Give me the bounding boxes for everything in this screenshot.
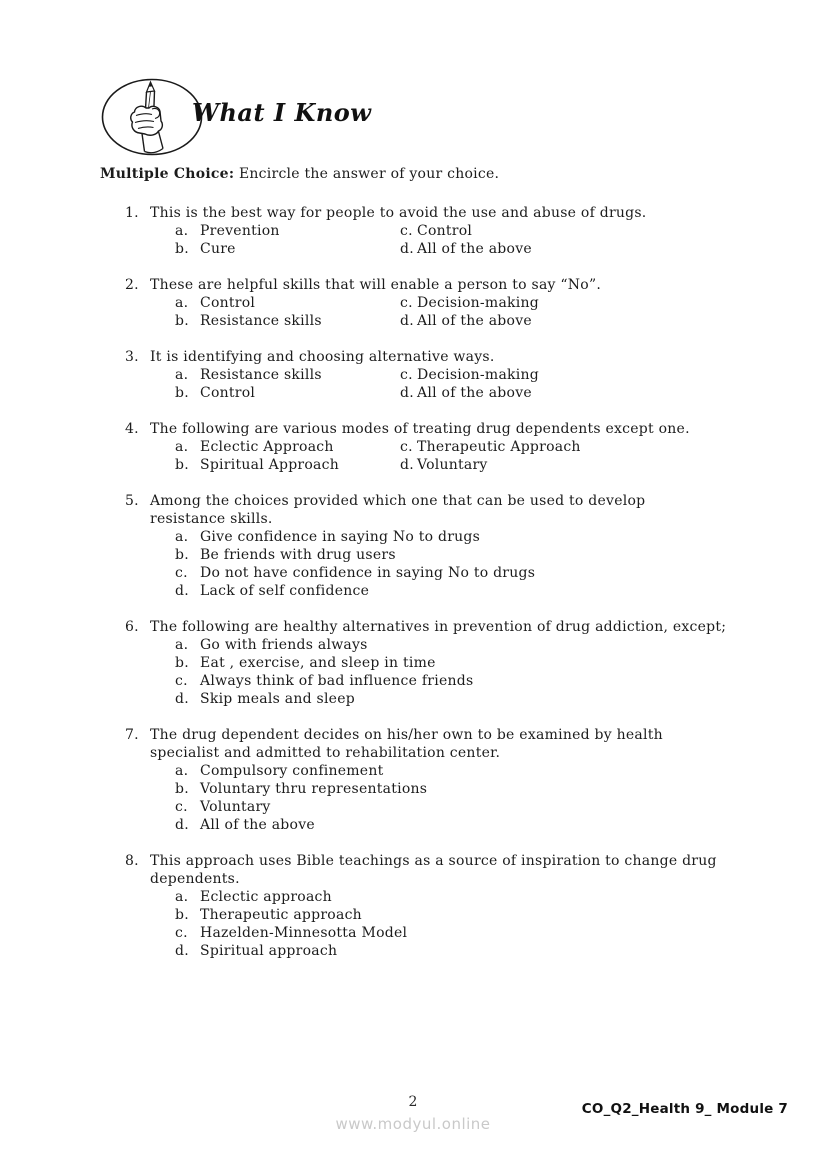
question-text: This approach uses Bible teachings as a source of inspiration to change drug dependents. bbox=[150, 853, 717, 887]
option-b: b. Therapeutic approach bbox=[175, 907, 362, 923]
option-a: a. Control bbox=[175, 295, 256, 311]
option-a: a. Eclectic Approach bbox=[175, 439, 334, 455]
options bbox=[175, 762, 745, 834]
options bbox=[175, 528, 745, 600]
question-number: 1. bbox=[125, 205, 139, 221]
question-number: 8. bbox=[125, 853, 139, 869]
option-a: a. Resistance skills bbox=[175, 367, 322, 383]
question-number: 2. bbox=[125, 277, 139, 293]
watermark: www.modyul.online bbox=[335, 1115, 491, 1133]
question-text: These are helpful skills that will enable a person to say “No”. bbox=[150, 277, 602, 293]
option-b: b. Resistance skills bbox=[175, 313, 322, 329]
options bbox=[175, 366, 745, 402]
option-d: d. All of the above bbox=[400, 313, 532, 329]
option-a: a. Prevention bbox=[175, 223, 280, 239]
options bbox=[175, 294, 745, 330]
question-number: 5. bbox=[125, 493, 139, 509]
question-text: The following are various modes of treating drug dependents except one. bbox=[150, 421, 690, 437]
module-code: CO_Q2_Health 9_ Module 7 bbox=[581, 1101, 788, 1117]
option-d: d. Voluntary bbox=[400, 457, 488, 473]
question-number: 6. bbox=[125, 619, 139, 635]
question-4 bbox=[125, 420, 745, 474]
option-a: a. Go with friends always bbox=[175, 637, 368, 653]
option-d: d. Skip meals and sleep bbox=[175, 691, 355, 707]
option-c: c. Always think of bad influence friends bbox=[175, 673, 474, 689]
option-d: d. All of the above bbox=[400, 241, 532, 257]
option-b: b. Cure bbox=[175, 241, 236, 257]
question-5 bbox=[125, 492, 745, 600]
hand-pencil-icon bbox=[100, 78, 204, 156]
question-text: The drug dependent decides on his/her own to be examined by health specialist and admitted to rehabilitation center. bbox=[150, 727, 663, 761]
option-c: c. Control bbox=[400, 223, 473, 239]
page-number: 2 bbox=[408, 1094, 418, 1110]
option-a: a. Give confidence in saying No to drugs bbox=[175, 529, 481, 545]
option-d: d. Spiritual approach bbox=[175, 943, 338, 959]
options bbox=[175, 636, 745, 708]
question-number: 4. bbox=[125, 421, 139, 437]
options bbox=[175, 438, 745, 474]
option-d: d. All of the above bbox=[175, 817, 315, 833]
option-c: c. Hazelden-Minnesotta Model bbox=[175, 925, 408, 941]
question-1 bbox=[125, 204, 745, 258]
option-b: b. Spiritual Approach bbox=[175, 457, 339, 473]
option-c: c. Do not have confidence in saying No to drugs bbox=[175, 565, 536, 581]
option-a: a. Eclectic approach bbox=[175, 889, 332, 905]
options bbox=[175, 222, 745, 258]
option-b: b. Eat , exercise, and sleep in time bbox=[175, 655, 436, 671]
question-3 bbox=[125, 348, 745, 402]
question-text: The following are healthy alternatives in prevention of drug addiction, except; bbox=[150, 619, 727, 635]
option-c: c. Voluntary bbox=[175, 799, 271, 815]
question-text: It is identifying and choosing alternative ways. bbox=[150, 349, 495, 365]
question-text: Among the choices provided which one that can be used to develop resistance skills. bbox=[150, 493, 646, 527]
instruction-label: Multiple Choice: bbox=[100, 166, 235, 182]
question-7 bbox=[125, 726, 745, 834]
option-b: b. Control bbox=[175, 385, 256, 401]
question-list bbox=[125, 204, 745, 978]
page-title: What I Know bbox=[192, 98, 372, 127]
option-b: b. Be friends with drug users bbox=[175, 547, 396, 563]
question-6 bbox=[125, 618, 745, 708]
question-2 bbox=[125, 276, 745, 330]
option-d: d. All of the above bbox=[400, 385, 532, 401]
options bbox=[175, 888, 745, 960]
option-c: c. Therapeutic Approach bbox=[400, 439, 581, 455]
question-number: 3. bbox=[125, 349, 139, 365]
option-d: d. Lack of self confidence bbox=[175, 583, 370, 599]
option-a: a. Compulsory confinement bbox=[175, 763, 384, 779]
option-b: b. Voluntary thru representations bbox=[175, 781, 428, 797]
instruction-line bbox=[100, 166, 499, 182]
instruction-text: Encircle the answer of your choice. bbox=[234, 166, 500, 182]
question-text: This is the best way for people to avoid the use and abuse of drugs. bbox=[150, 205, 647, 221]
question-8 bbox=[125, 852, 745, 960]
option-c: c. Decision-making bbox=[400, 367, 539, 383]
question-number: 7. bbox=[125, 727, 139, 743]
option-c: c. Decision-making bbox=[400, 295, 539, 311]
